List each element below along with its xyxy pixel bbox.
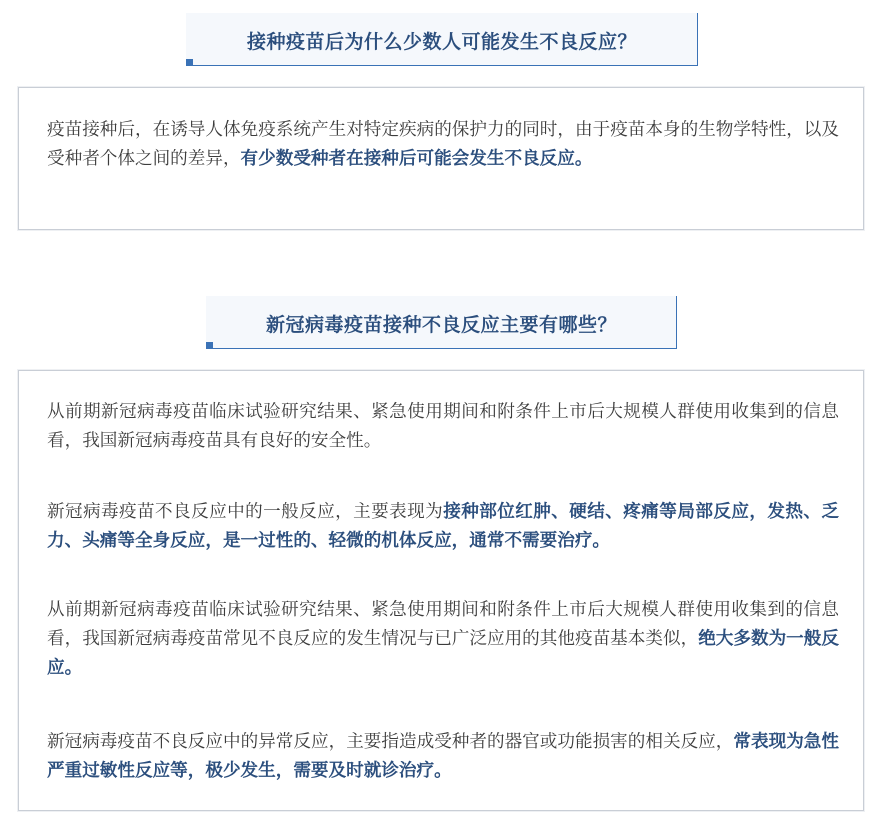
section1-box (18, 87, 864, 230)
heading-corner-marker (206, 342, 213, 349)
section1-heading (186, 13, 698, 66)
section2-paragraph-3-highlight: 绝大多数为一般反应。 (47, 629, 839, 678)
section1-paragraph-1: 疫苗接种后，在诱导人体免疫系统产生对特定疾病的保护力的同时，由于疫苗本身的生物学特性，以及受种者个体之间的差异，有少数受种者在接种后可能会发生不良反应。 (47, 120, 839, 169)
section2-heading (206, 296, 677, 349)
section2-paragraph-3: 从前期新冠病毒疫苗临床试验研究结果、紧急使用期间和附条件上市后大规模人群使用收集到的信息看，我国新冠病毒疫苗常见不良反应的发生情况与已广泛应用的其他疫苗基本类似，绝大多数为一般反应。 (47, 600, 839, 678)
section1-heading-text: 接种疫苗后为什么少数人可能发生不良反应？ (246, 31, 637, 53)
section2-paragraph-2: 新冠病毒疫苗不良反应中的一般反应，主要表现为接种部位红肿、硬结、疼痛等局部反应，发热、乏力、头痛等全身反应，是一过性的、轻微的机体反应，通常不需要治疗。 (47, 502, 839, 551)
section2-heading-text: 新冠病毒疫苗接种不良反应主要有哪些？ (265, 314, 617, 336)
section2-paragraph-4-highlight: 常表现为急性严重过敏性反应等，极少发生，需要及时就诊治疗。 (47, 732, 839, 781)
section2-paragraph-2-highlight: 接种部位红肿、硬结、疼痛等局部反应，发热、乏力、头痛等全身反应，是一过性的、轻微的机体反应，通常不需要治疗。 (47, 502, 839, 551)
section2-paragraph-4: 新冠病毒疫苗不良反应中的异常反应，主要指造成受种者的器官或功能损害的相关反应，常表现为急性严重过敏性反应等，极少发生，需要及时就诊治疗。 (47, 732, 839, 781)
heading-corner-marker (186, 59, 193, 66)
section2-box (18, 370, 864, 811)
section2-paragraph-1: 从前期新冠病毒疫苗临床试验研究结果、紧急使用期间和附条件上市后大规模人群使用收集到的信息看，我国新冠病毒疫苗具有良好的安全性。 (47, 402, 839, 451)
section1-paragraph-1-highlight: 有少数受种者在接种后可能会发生不良反应。 (240, 149, 593, 169)
